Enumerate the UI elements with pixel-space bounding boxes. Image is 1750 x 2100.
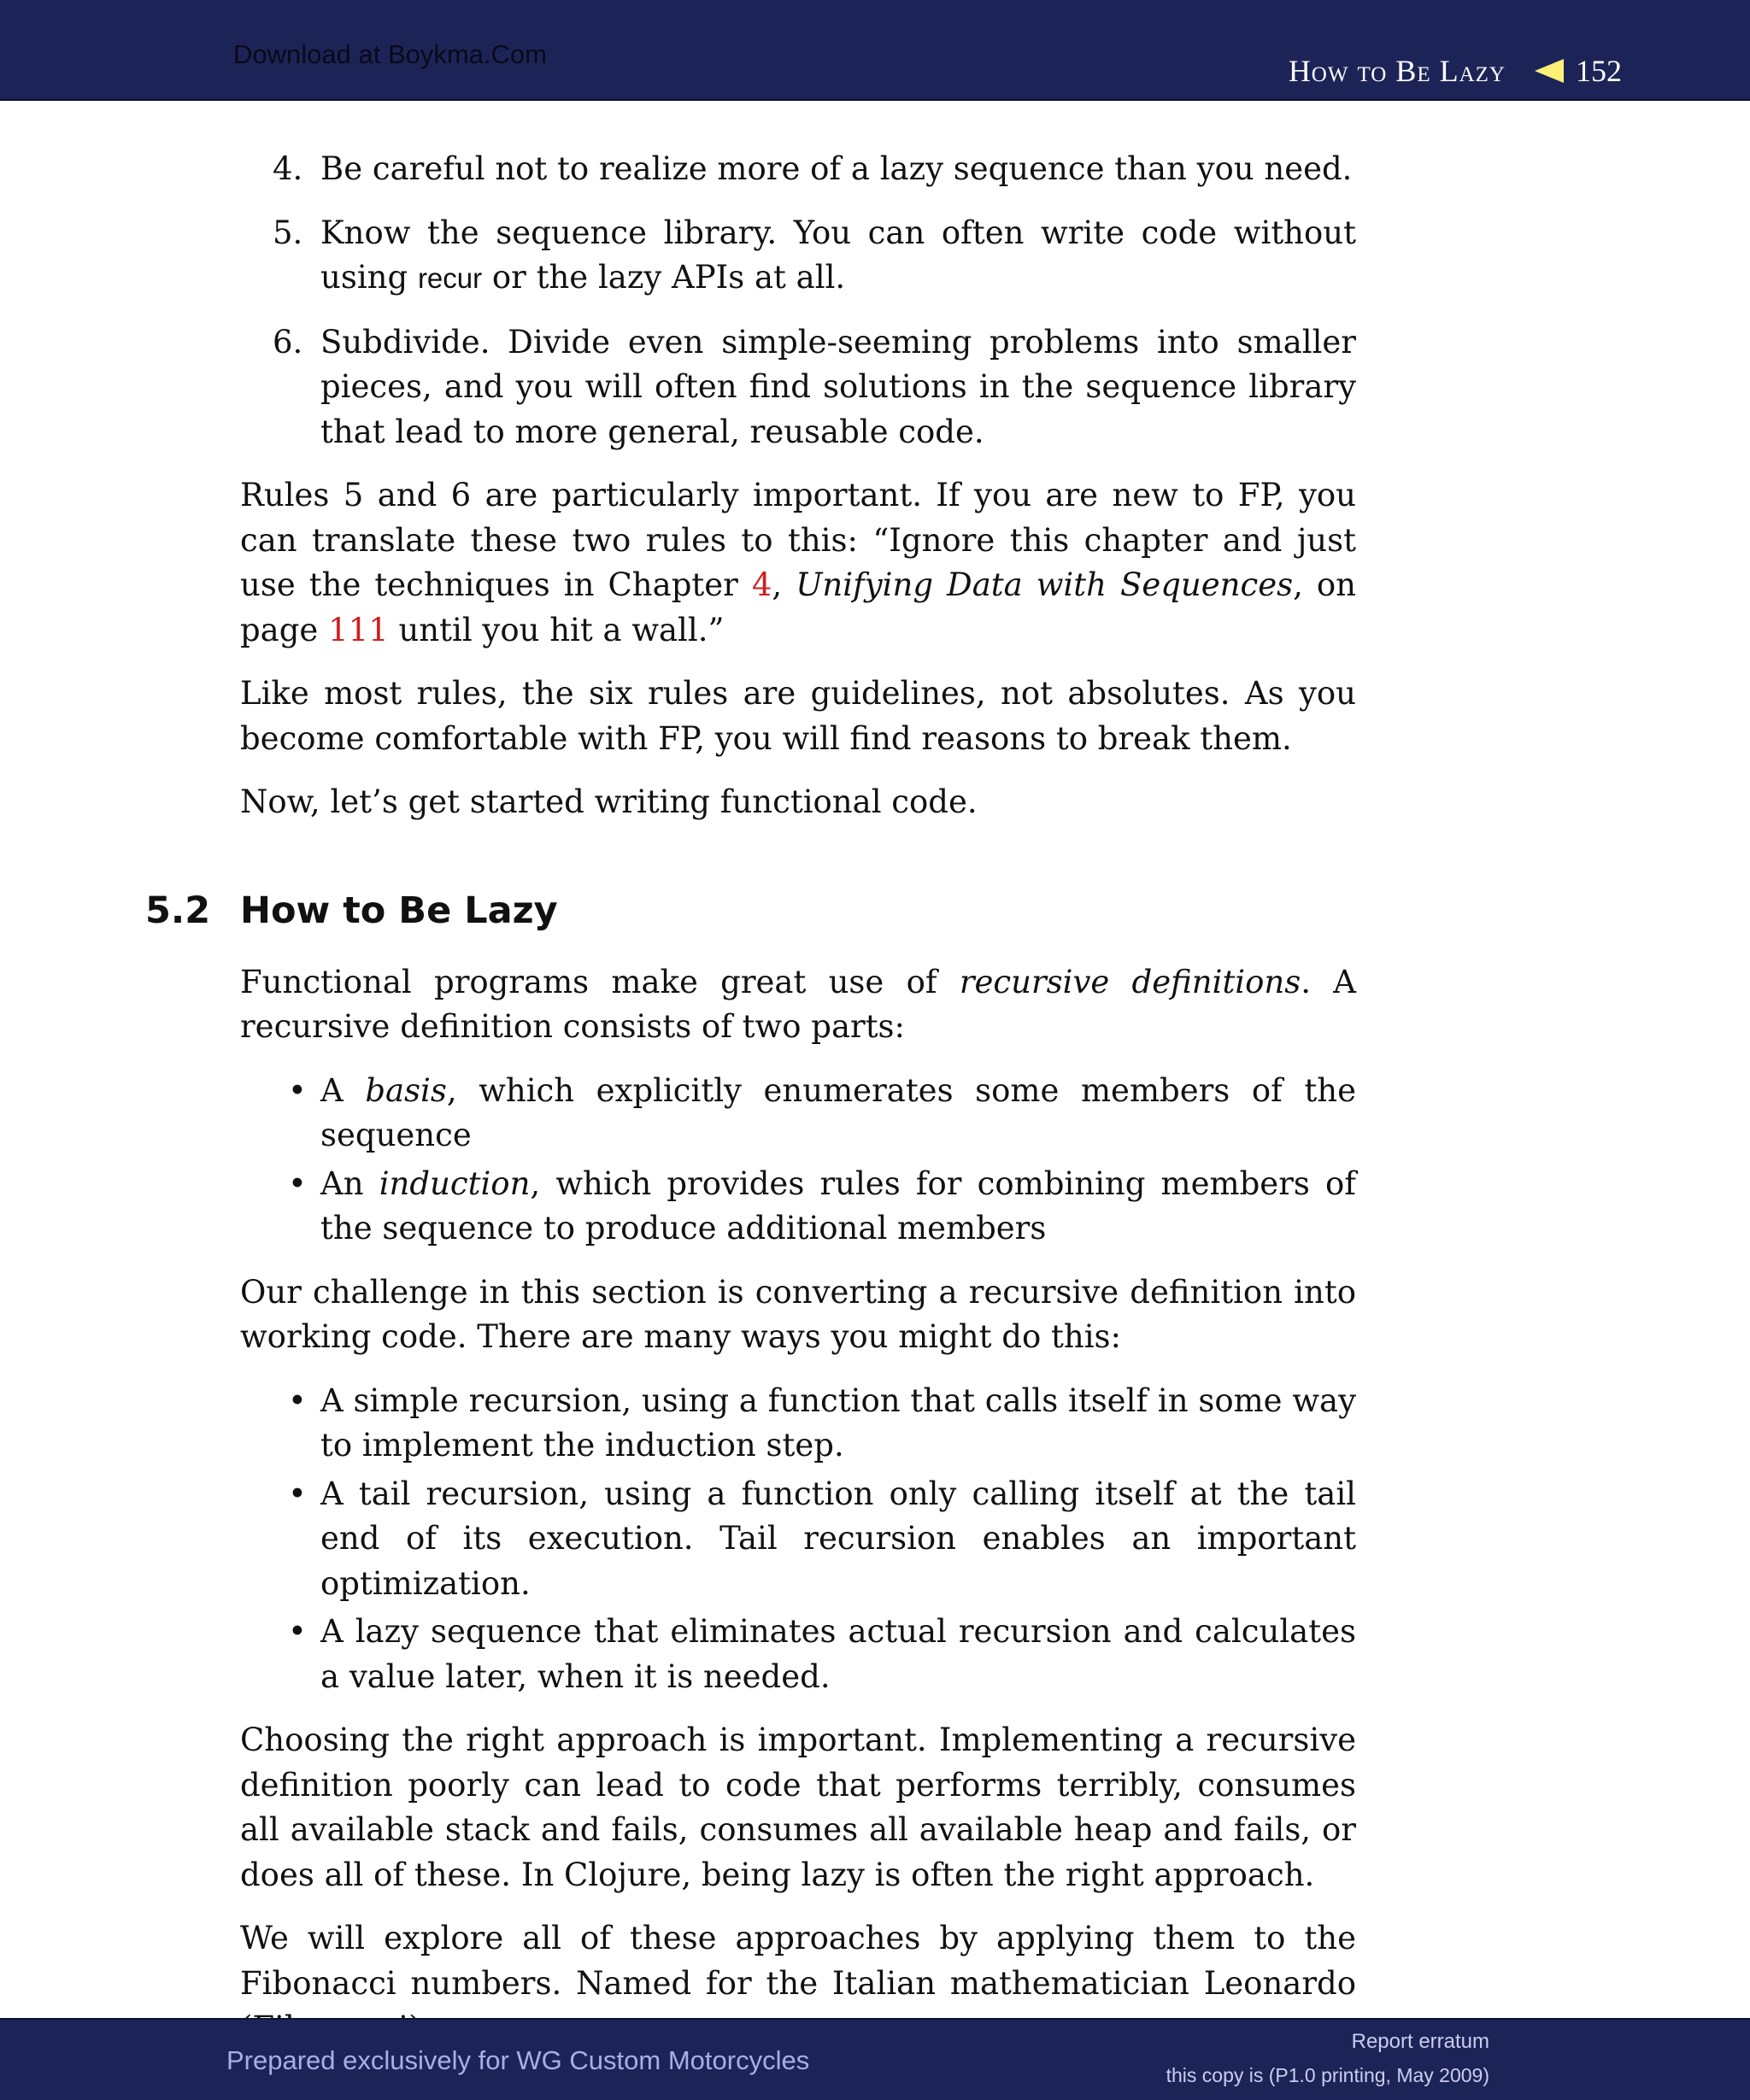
text-run: , which explicitly enumerates some members of the sequence: [320, 1071, 1357, 1153]
list-item: [240, 1162, 1356, 1252]
list-item: [240, 1069, 1356, 1159]
list-item-text: Subdivide. Divide even simple-seeming problems into smaller pieces, and you will often find solutions in the sequence library that lead to more general, reusable code.: [320, 323, 1356, 450]
list-item: [240, 320, 1356, 455]
section-heading: [145, 885, 1356, 936]
text-run: An: [320, 1164, 379, 1202]
download-watermark: Download at Boykma.Com: [233, 39, 547, 69]
emphasis: induction: [379, 1164, 531, 1202]
section-number: 5.2: [145, 889, 211, 932]
paragraph-rules-intro: [240, 473, 1356, 653]
text-run: , which provides rules for combining members of the sequence to produce additional members: [320, 1164, 1356, 1247]
list-item: • A lazy sequence that eliminates actual recursion and calculates a value later, when it is needed.: [240, 1610, 1356, 1699]
back-arrow-icon[interactable]: [1535, 59, 1564, 83]
running-head-title: How to Be Lazy: [1288, 54, 1506, 88]
definition-parts-list: [240, 1069, 1356, 1252]
text-run: A: [320, 1071, 366, 1109]
chapter-link[interactable]: 4: [751, 566, 772, 603]
page-body: [145, 147, 1357, 2070]
list-item-number: 6.: [273, 323, 303, 361]
text-run: . A recursive definition consists of two parts:: [240, 963, 1356, 1045]
page-footer: [0, 2018, 1750, 2100]
page-header: [0, 0, 1750, 101]
list-item-text: Be careful not to realize more of a lazy sequence than you need.: [320, 150, 1353, 187]
rules-list: [240, 147, 1356, 455]
list-item-text: Know the sequence library. You can often write code without using: [320, 214, 1356, 296]
report-erratum-link[interactable]: Report erratum: [1351, 2030, 1489, 2053]
list-item: [240, 211, 1356, 302]
list-item: [240, 147, 1356, 192]
emphasis: basis: [365, 1071, 447, 1109]
section-title: How to Be Lazy: [240, 889, 558, 932]
chapter-title-ref: Unifying Data with Sequences: [796, 566, 1294, 603]
list-item: • A simple recursion, using a function that calls itself in some way to implement the induction step.: [240, 1379, 1356, 1469]
list-item: • A tail recursion, using a function only calling itself at the tail end of its execution. Tail recursion enables an important optimization.: [240, 1472, 1356, 1607]
code-recur: recur: [417, 262, 483, 294]
text-run: , on page: [240, 566, 1356, 648]
page-number: 152: [1576, 54, 1622, 88]
paragraph-explore: We will explore all of these approaches by applying them to the Fibonacci numbers. Named for the Italian mathematician Leonardo: [240, 1920, 1356, 2002]
paragraph-choosing: Choosing the right approach is important. Implementing a recursive definition poorly can lead to code that performs terribly, consumes all available stack and fails, consumes all available heap and fails, or does all of these. In Clojure, being lazy is often the right approach.: [240, 1722, 1356, 1893]
prepared-for-text: Prepared exclusively for WG Custom Motorcycles: [226, 2045, 810, 2075]
list-item-text: or the lazy APIs at all.: [482, 259, 846, 296]
text-run: Functional programs make great use of: [240, 963, 960, 1000]
emphasis: recursive definitions: [959, 963, 1301, 1000]
paragraph-guidelines: Like most rules, the six rules are guidelines, not absolutes. As you become comfortable with FP, you will find reasons to break them.: [240, 675, 1356, 757]
paragraph-challenge: Our challenge in this section is converting a recursive definition into working code. There are many ways you might do this:: [240, 1273, 1356, 1355]
list-item-number: 5.: [273, 214, 303, 251]
paragraph-get-started: Now, let’s get started writing functional code.: [240, 783, 978, 820]
page-link[interactable]: 111: [328, 611, 389, 648]
list-item-number: 4.: [273, 150, 303, 187]
approaches-list: [240, 1379, 1356, 1700]
running-head: [1289, 53, 1622, 89]
text-run: Rules 5 and 6 are particularly important. If you are new to FP, you can translate these two rules to this: “Ignore this chapter and just use the techniques in Chapter: [240, 477, 1356, 603]
text-run: ,: [772, 566, 796, 603]
paragraph-section-intro: [240, 960, 1356, 1050]
copy-info-text: this copy is (P1.0 printing, May 2009): [1166, 2064, 1489, 2086]
text-run: until you hit a wall.”: [388, 611, 725, 648]
